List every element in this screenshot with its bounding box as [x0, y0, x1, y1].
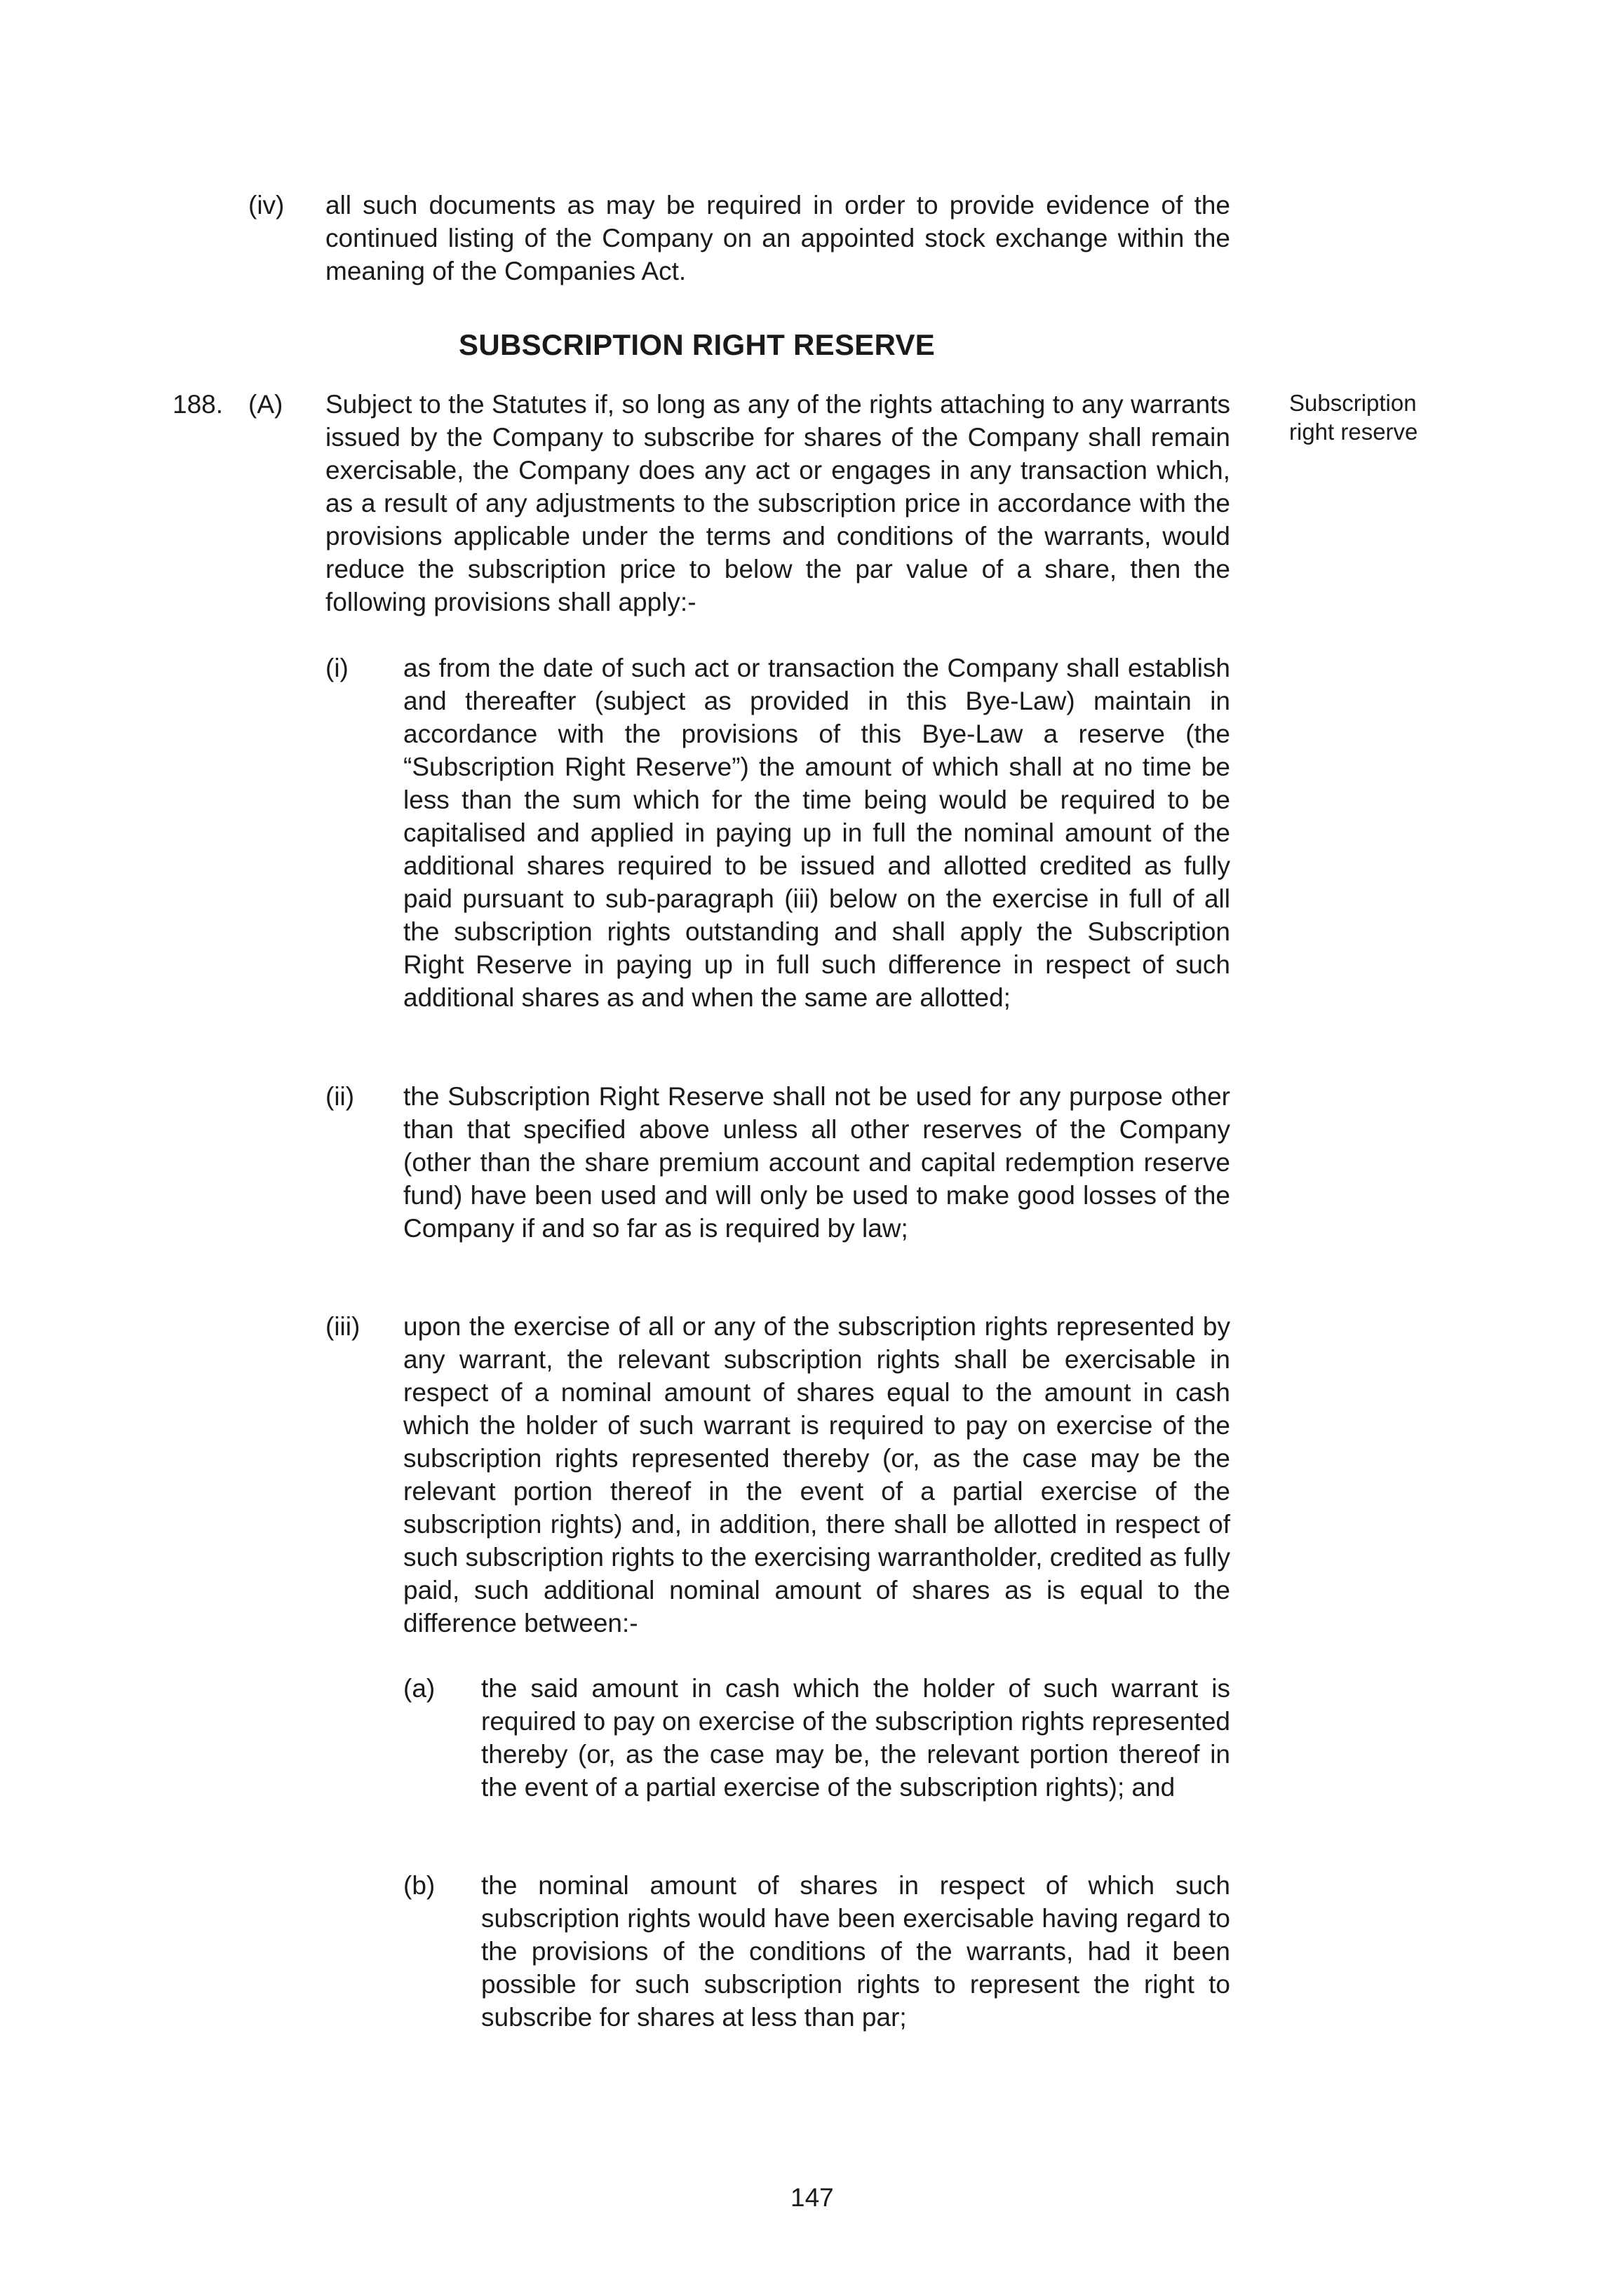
clause-iv-text: all such documents as may be required in order to provide evidence of the continued listing of the Company on an appointed stock exchange within the meaning of the Companies Act. — [325, 191, 1230, 285]
subitem-b-text: the nominal amount of shares in respect of which such subscription rights would have been exercisable having regard to the provisions of the conditions of the warrants, had it been possible for such subscription rights to represent the right to subscribe for shares at less than par; — [481, 1871, 1230, 2032]
margin-note-line-1: Subscription — [1289, 390, 1417, 416]
margin-note-line-2: right reserve — [1289, 419, 1418, 445]
item-i-text: as from the date of such act or transaction the Company shall establish and thereafter (subject as provided in this Bye-Law) maintain in accordance with the provisions of this Bye-Law a reserve (the “Subscription Right Reserve”) the amount of which shall at no time be less than the sum which for the time being would be required to be capitalised and applied in paying up in full the nominal amount of the additional shares required to be issued and allotted credited as fully paid pursuant to sub-paragraph (iii) below on the exercise in full of all the subscription rights outstanding and shall apply the Subscription Right Reserve in paying up in full such difference in respect of such additional shares as and when the same are allotted; — [403, 654, 1230, 1012]
margin-note — [1289, 389, 1417, 446]
item-iii-number: (iii) — [325, 1312, 361, 1341]
item-i-number: (i) — [325, 654, 349, 682]
clause-iv-number: (iv) — [248, 191, 285, 220]
paragraph-label: (A) — [248, 390, 283, 419]
bye-law-number: 188. — [173, 390, 224, 419]
item-iii-text: upon the exercise of all or any of the subscription rights represented by any warrant, the relevant subscription rights shall be exercisable in respect of a nominal amount of shares equal to the amount in cash which the holder of such warrant is required to pay on exercise of the subscription rights represented thereby (or, as the case may be the relevant portion thereof in the event of a partial exercise of the subscription rights) and, in addition, there shall be allotted in respect of such subscription rights to the exercising warrantholder, credited as fully paid, such additional nominal amount of shares as is equal to the difference between:- — [403, 1312, 1230, 1637]
item-ii-number: (ii) — [325, 1082, 355, 1111]
paragraph-a-text: Subject to the Statutes if, so long as any of the rights attaching to any warrants issued by the Company to subscribe for shares of the Company shall remain exercisable, the Company does any act or engages in any transaction which, as a result of any adjustments to the subscription price in accordance with the provisions applicable under the terms and conditions of the warrants, would reduce the subscription price to below the par value of a share, then the following provisions shall apply:- — [325, 390, 1230, 616]
item-ii-text: the Subscription Right Reserve shall not be used for any purpose other than that specified above unless all other reserves of the Company (other than the share premium account and capital redemption reserve fund) have been used and will only be used to make good losses of the Company if and so far as is required by law; — [403, 1082, 1230, 1243]
section-heading: SUBSCRIPTION RIGHT RESERVE — [459, 328, 936, 361]
subitem-b-number: (b) — [403, 1871, 436, 1900]
subitem-a-number: (a) — [403, 1674, 436, 1703]
page-number: 147 — [790, 2183, 834, 2212]
subitem-a-text: the said amount in cash which the holder of such warrant is required to pay on exercise of the subscription rights represented thereby (or, as the case may be, the relevant portion thereof in the event of a partial exercise of the subscription rights); and — [481, 1674, 1230, 1802]
